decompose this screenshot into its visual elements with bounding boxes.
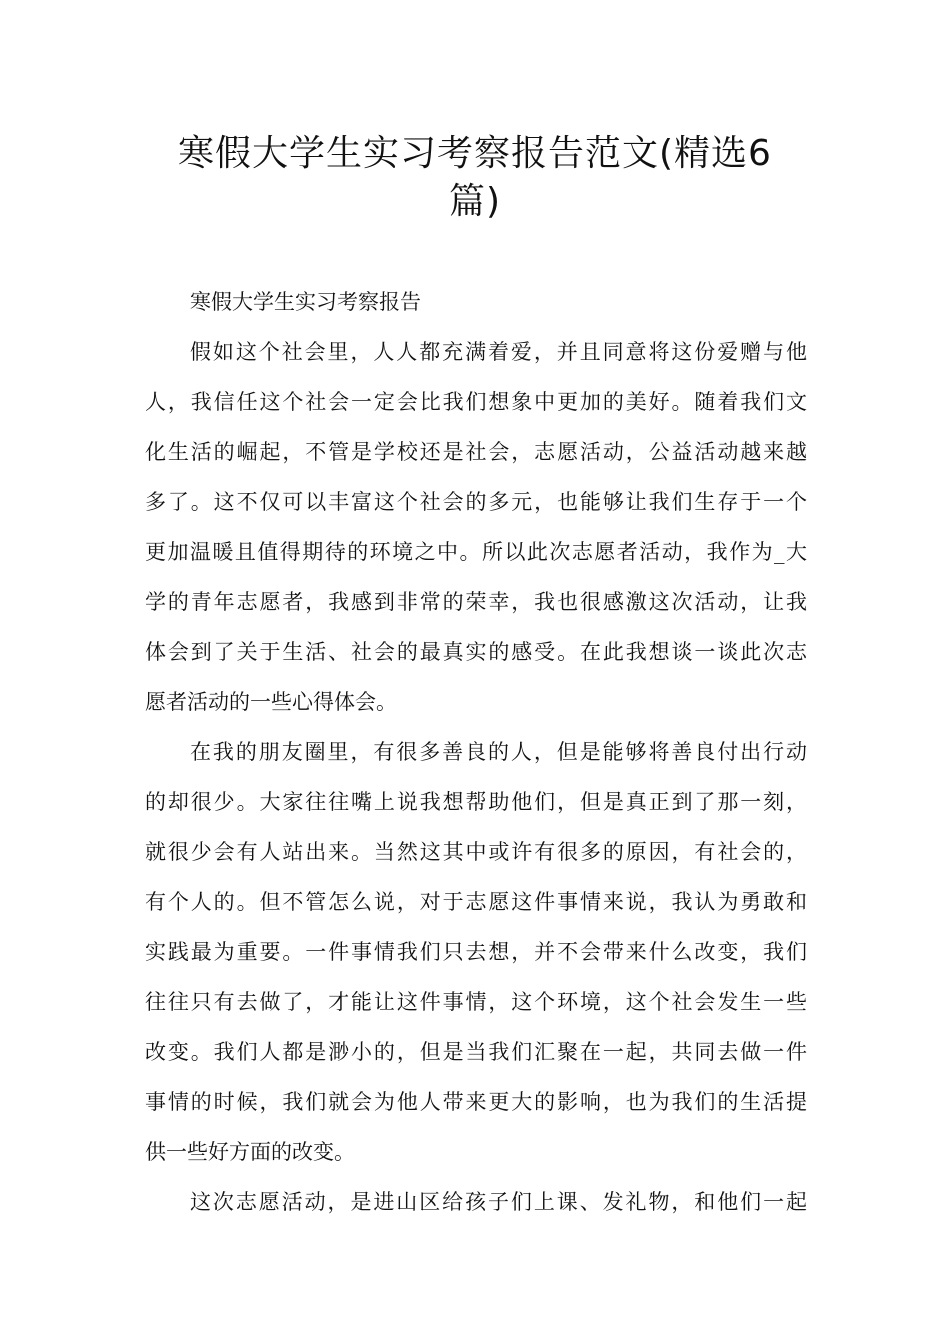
title-line-2: 篇)	[448, 181, 502, 222]
paragraph-line: 更加温暖且值得期待的环境之中。所以此次志愿者活动，我作为_大	[145, 540, 807, 564]
title-line-1: 寒假大学生实习考察报告范文(精选6	[178, 133, 772, 174]
document-title	[145, 130, 805, 226]
paragraph-line: 就很少会有人站出来。当然这其中或许有很多的原因，有社会的，	[145, 840, 807, 864]
paragraph-line: 学的青年志愿者，我感到非常的荣幸，我也很感激这次活动，让我	[145, 590, 807, 614]
paragraph-line: 化生活的崛起，不管是学校还是社会，志愿活动，公益活动越来越	[145, 440, 807, 464]
paragraph-line: 实践最为重要。一件事情我们只去想，并不会带来什么改变，我们	[145, 940, 807, 964]
section-heading: 寒假大学生实习考察报告	[190, 290, 421, 314]
paragraph-3	[145, 1177, 807, 1227]
paragraph-line: 人，我信任这个社会一定会比我们想象中更加的美好。随着我们文	[145, 390, 807, 414]
paragraph-line: 有个人的。但不管怎么说，对于志愿这件事情来说，我认为勇敢和	[145, 890, 807, 914]
paragraph-line: 这次志愿活动，是进山区给孩子们上课、发礼物，和他们一起	[190, 1190, 807, 1214]
paragraph-2	[145, 727, 807, 1177]
paragraph-line: 多了。这不仅可以丰富这个社会的多元，也能够让我们生存于一个	[145, 490, 807, 514]
paragraph-line: 假如这个社会里，人人都充满着爱，并且同意将这份爱赠与他	[190, 340, 807, 364]
paragraph-line: 愿者活动的一些心得体会。	[145, 690, 397, 714]
paragraph-1	[145, 327, 807, 727]
paragraph-line: 事情的时候，我们就会为他人带来更大的影响，也为我们的生活提	[145, 1090, 807, 1114]
paragraph-line: 供一些好方面的改变。	[145, 1140, 355, 1164]
paragraph-line: 在我的朋友圈里，有很多善良的人，但是能够将善良付出行动	[190, 740, 807, 764]
document-body	[145, 277, 807, 1227]
paragraph-line: 体会到了关于生活、社会的最真实的感受。在此我想谈一谈此次志	[145, 640, 807, 664]
paragraph-line: 改变。我们人都是渺小的，但是当我们汇聚在一起，共同去做一件	[145, 1040, 807, 1064]
paragraph-line: 往往只有去做了，才能让这件事情，这个环境，这个社会发生一些	[145, 990, 807, 1014]
paragraph-line: 的却很少。大家往往嘴上说我想帮助他们，但是真正到了那一刻，	[145, 790, 807, 814]
